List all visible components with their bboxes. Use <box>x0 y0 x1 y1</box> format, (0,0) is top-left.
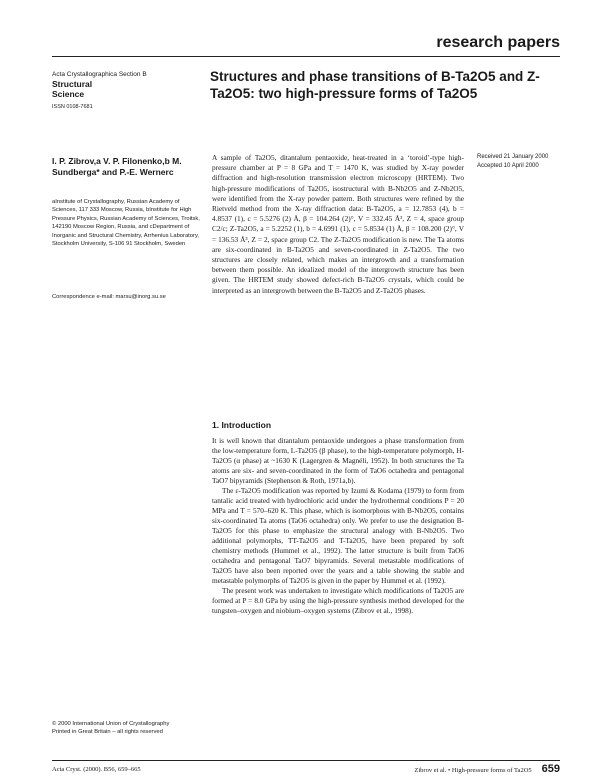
introduction-body <box>212 436 464 616</box>
article-title: Structures and phase transitions of B-Ta2O5 and Z-Ta2O5: two high-pressure forms of Ta2O5 <box>210 69 540 101</box>
received-date: Received 21 January 2000 <box>477 154 549 160</box>
intro-paragraph-3: The present work was undertaken to investigate which modifications of Ta2O5 are formed at P = 8.0 GPa by using the high-pressure synthesis method developed for the tungsten–oxygen and niobium–oxygen systems (Zibrov et al., 1998). <box>212 586 464 615</box>
footer-rule <box>52 760 560 761</box>
section-heading: 1. Introduction <box>212 420 272 430</box>
running-title: Zibrov et al. • High-pressure forms of Ta2O5 <box>414 767 532 774</box>
intro-paragraph-1: It is well known that ditantalum pentaoxide undergoes a phase transformation from the low-temperature form, L-Ta2O5 (β phase), to the high-temperature polymorph, H-Ta2O5 (α phase) at ~1630 K (Lagergren & Magnéli, 1952). In both structures the Ta atoms are six- and seven-coordinated in the form of TaO6 octahedra and pentagonal TaO7 bipyramids (Stephenson & Roth, 1971a,b). <box>212 436 464 485</box>
intro-paragraph-2: The ε-Ta2O5 modification was reported by Izumi & Kodama (1979) to form from tantalic acid treated with hydrochloric acid under the hydrothermal conditions P = 20 MPa and T = 570–620 K. This phase, which is isomorphous with B-Nb2O5, contains six-coordinated Ta atoms (TaO6 octahedra) only. We prefer to use the designation B-Ta2O5 for this phase to emphasize the structural analogy with B-Nb2O5. Two additional polymorphs, TT-Ta2O5 and T-Ta2O5, have been prepared by soft chemistry methods (Hummel et al., 1992). The latter structure is built from TaO6 octahedra and pentagonal TaO7 bipyramids. Several metastable modifications of Ta2O5 have also been reported over the years and a table showing the stable and metastable polymorphs of Ta2O5 is given in the paper by Hummel et al. (1992). <box>212 486 464 585</box>
footer-right <box>414 763 560 775</box>
page-header <box>52 34 560 57</box>
journal-subject-1: Structural <box>52 79 93 89</box>
page-number: 659 <box>541 763 560 775</box>
copyright-line-1: © 2000 International Union of Crystallography <box>52 721 170 727</box>
article-dates <box>477 153 548 170</box>
footer-citation: Acta Cryst. (2000). B56, 659–665 <box>52 766 141 773</box>
abstract: A sample of Ta2O5, ditantalum pentaoxide, heat-treated in a ‘toroid’-type high-pressure chamber at P = 8 GPa and T = 1470 K, was studied by X-ray powder diffraction and high-resolution transmission electron microscopy (HRTEM). Two high-pressure modifications of Ta2O5, isostructural with B-Nb2O5 and Z-Nb2O5, were identified from the X-ray powder pattern. Both structures were refined by the Rietveld method from the X-ray diffraction data: B-Ta2O5, a = 12.7853 (4), b = 4.8537 (1), c = 5.5276 (2) Å, β = 104.264 (2)°, V = 332.45 Å³, Z = 4, space group C2/c; Z-Ta2O5, a = 5.2252 (1), b = 4.6991 (1), c = 5.8534 (1) Å, β = 108.200 (2)°, V = 136.53 Å³, Z = 2, space group C2. The Z-Ta2O5 modification is new. The Ta atoms are six-coordinated in B-Ta2O5 and seven-coordinated in Z-Ta2O5. The two structures are closely related, which makes an intergrowth and a transformation between them possible. An idealized model of the intergrowth structure has been given. The HRTEM study showed defect-rich B-Ta2O5 crystals, which could be interpreted as an intergrowth between the B-Ta2O5 and Z-Ta2O5 phases. <box>212 153 464 295</box>
correspondence-email: Correspondence e-mail: marsu@inorg.su.se <box>52 294 166 300</box>
section-label: research papers <box>436 34 560 51</box>
journal-block <box>52 70 192 112</box>
journal-subject-2: Science <box>52 89 85 99</box>
accepted-date: Accepted 10 April 2000 <box>477 162 539 169</box>
affiliations: aInstitute of Crystallography, Russian Academy of Sciences, 117 333 Moscow, Russia, bInstitute for High Pressure Physics, Russian Academy of Sciences, Troitsk, 142190 Moscow Region, Russia, and cDepartment of Inorganic and Structural Chemistry, Arrhenius Laboratory, Stockholm University, S-106 91 Stockholm, Sweden <box>52 199 200 248</box>
copyright-notice <box>52 720 202 737</box>
copyright-line-2: Printed in Great Britain – all rights reserved <box>52 729 163 736</box>
journal-name: Acta Crystallographica Section B <box>52 71 147 78</box>
author-list: I. P. Zibrov,a V. P. Filonenko,b M. Sundberga* and P.-E. Wernerc <box>52 156 182 177</box>
issn: ISSN 0108-7681 <box>52 104 93 110</box>
